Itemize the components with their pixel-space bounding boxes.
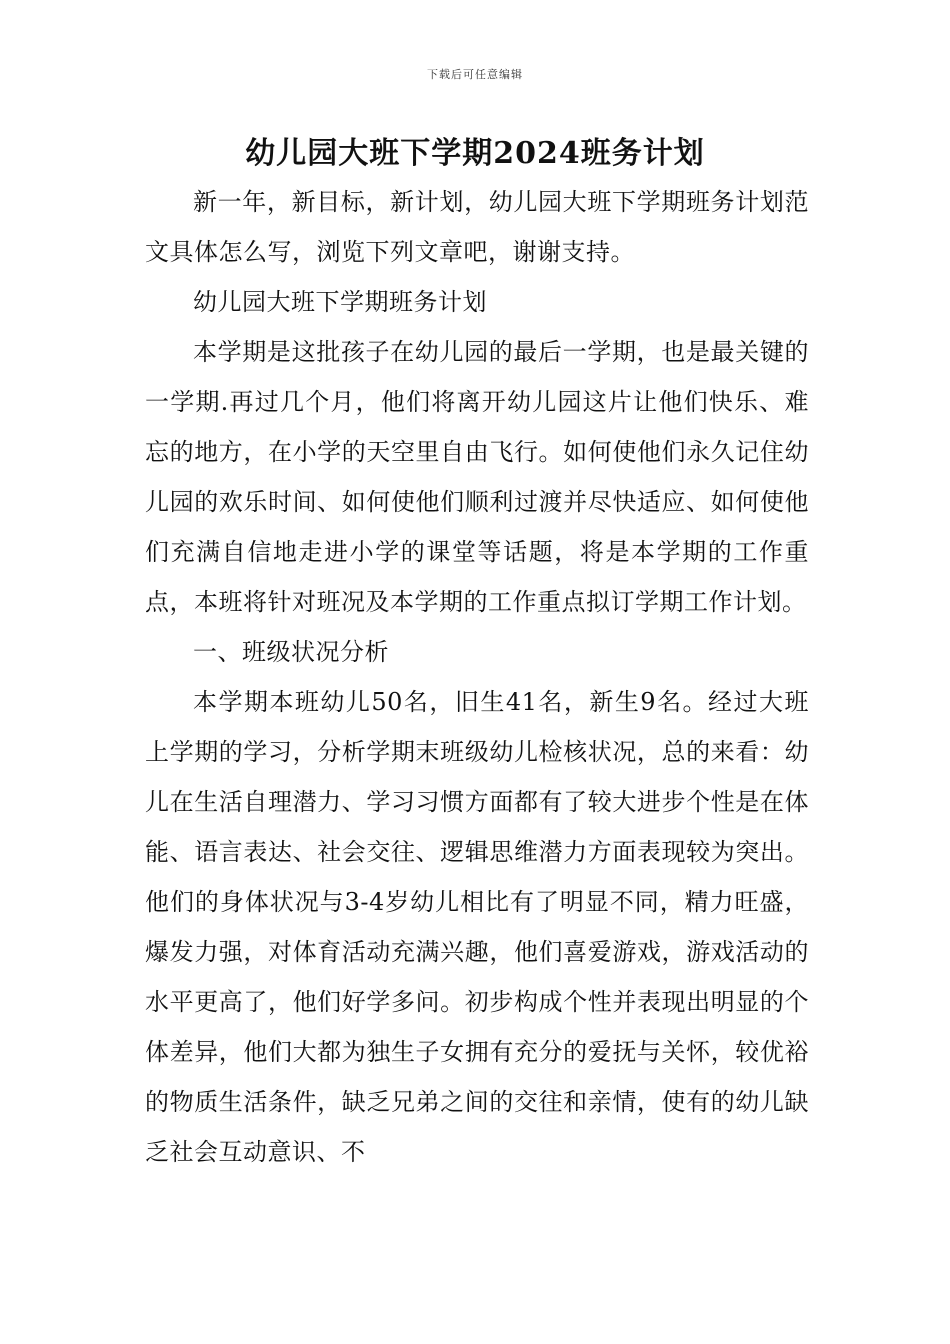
header-note: 下载后可任意编辑 [427,68,523,81]
document-body [145,177,809,1177]
document-title: 幼儿园大班下学期2024班务计划 [245,136,705,171]
body-paragraph: 本学期是这批孩子在幼儿园的最后一学期，也是最关键的一学期.再过几个月，他们将离开幼儿园这片让他们快乐、难忘的地方，在小学的天空里自由飞行。如何使他们永久记住幼儿园的欢乐时间、如何使他们顺利过渡并尽快适应、如何使他们充满自信地走进小学的课堂等话题，将是本学期的工作重点，本班将针对班况及本学期的工作重点拟订学期工作计划。 [145,338,809,616]
intro-paragraph: 新一年，新目标，新计划，幼儿园大班下学期班务计划范文具体怎么写，浏览下列文章吧，谢谢支持。 [145,188,809,266]
section-heading-class-analysis: 一、班级状况分析 [193,638,389,666]
section-heading-plan: 幼儿园大班下学期班务计划 [193,288,487,316]
body-paragraph: 本学期本班幼儿50名，旧生41名，新生9名。经过大班上学期的学习，分析学期末班级幼儿检核状况，总的来看：幼儿在生活自理潜力、学习习惯方面都有了较大进步个性是在体能、语言表达、社会交往、逻辑思维潜力方面表现较为突出。他们的身体状况与3-4岁幼儿相比有了明显不同，精力旺盛，爆发力强，对体育活动充满兴趣，他们喜爱游戏，游戏活动的水平更高了，他们好学多问。初步构成个性并表现出明显的个体差异，他们大都为独生子女拥有充分的爱抚与关怀，较优裕的物质生活条件，缺乏兄弟之间的交往和亲情，使有的幼儿缺乏社会互动意识、不 [145,688,809,1166]
